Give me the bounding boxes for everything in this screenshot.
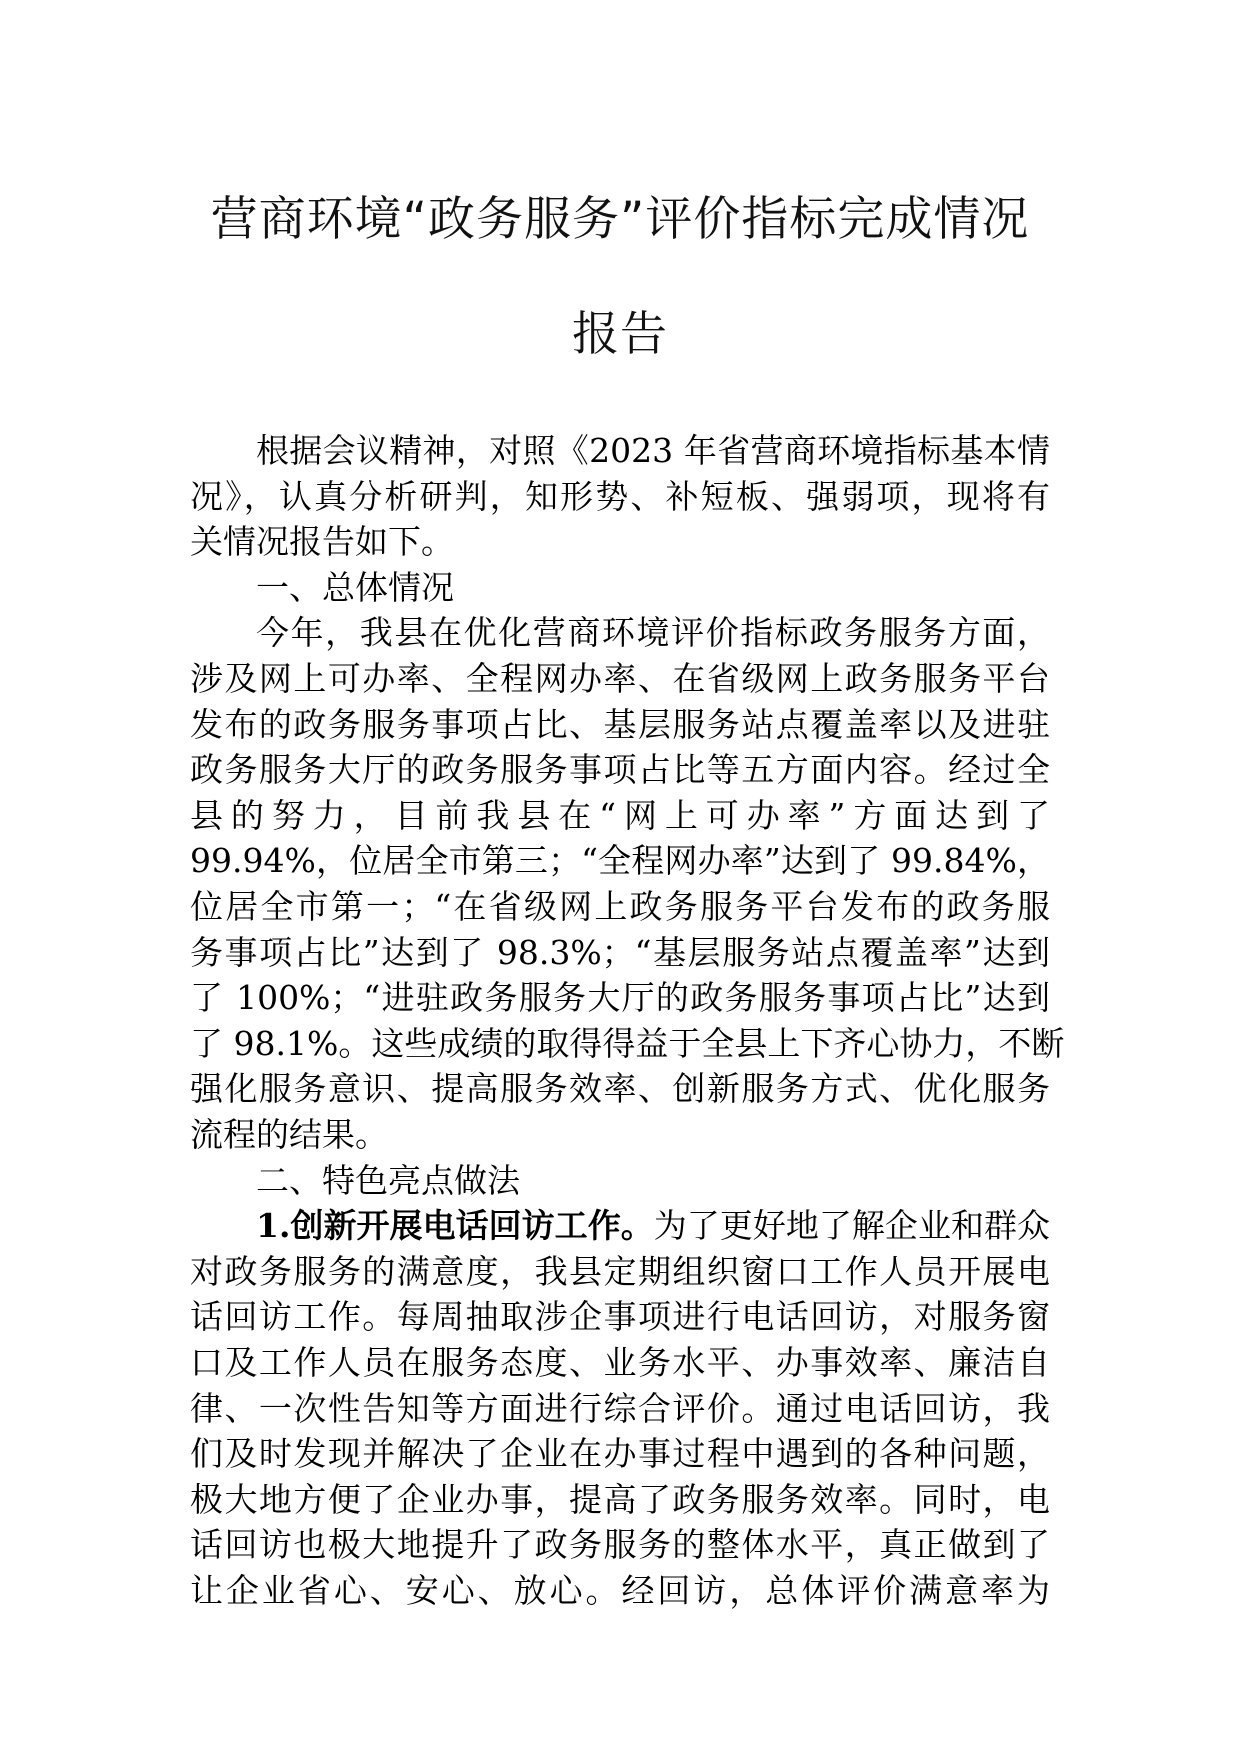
section2-line: 口及工作人员在服务态度、业务水平、办事效率、廉洁自: [190, 1343, 1050, 1382]
section1-line: 今年，我县在优化营商环境评价指标政务服务方面，: [256, 613, 1050, 653]
section1-line: 政务服务大厅的政务服务事项占比等五方面内容。经过全: [190, 750, 1050, 790]
section1-line: 县的努力，目前我县在“网上可办率”方面达到了: [190, 795, 1050, 835]
intro-line: 根据会议精神，对照《2023 年省营商环境指标基本情: [256, 431, 1050, 470]
subsection-title: 1.创新开展电话回访工作。: [256, 1206, 654, 1246]
section-heading-2: 二、特色亮点做法: [256, 1160, 520, 1200]
section2-lead-line: [256, 1203, 1050, 1249]
section1-line: 发布的政务服务事项占比、基层服务站点覆盖率以及进驻: [190, 704, 1050, 744]
intro-line: 况》，认真分析研判，知形势、补短板、强弱项，现将有: [190, 476, 1050, 516]
section1-line: 了 98.1%。这些成绩的取得得益于全县上下齐心协力，不断: [190, 1023, 1065, 1063]
section1-line: 99.94%，位居全市第三；“全程网办率”达到了 99.84%，: [190, 841, 1050, 881]
section2-line: 极大地方便了企业办事，提高了政务服务效率。同时，电: [190, 1479, 1050, 1519]
section2-line: 律、一次性告知等方面进行综合评价。通过电话回访，我: [190, 1388, 1050, 1428]
section1-line: 强化服务意识、提高服务效率、创新服务方式、优化服务: [190, 1069, 1050, 1109]
section1-line: 流程的结果。: [190, 1115, 388, 1154]
section2-line: 们及时发现并解决了企业在办事过程中遇到的各种问题，: [190, 1434, 1050, 1474]
section1-line: 涉及网上可办率、全程网办率、在省级网上政务服务平台: [190, 659, 1050, 698]
section2-line: 话回访工作。每周抽取涉企事项进行电话回访，对服务窗: [190, 1297, 1050, 1337]
section-heading-1: 一、总体情况: [256, 567, 454, 607]
document-title-line-2: 报告: [572, 307, 668, 362]
document-title-line-1: 营商环境“政务服务”评价指标完成情况: [210, 192, 1030, 247]
section1-line: 位居全市第一；“在省级网上政务服务平台发布的政务服: [190, 887, 1050, 926]
intro-line: 关情况报告如下。: [190, 522, 454, 562]
section2-line: 对政务服务的满意度，我县定期组织窗口工作人员开展电: [190, 1251, 1050, 1291]
section1-line: 务事项占比”达到了 98.3%；“基层服务站点覆盖率”达到: [190, 932, 1050, 972]
section1-line: 了 100%；“进驻政务服务大厅的政务服务事项占比”达到: [190, 978, 1050, 1018]
subsection-text: 为了更好地了解企业和群众: [653, 1206, 1051, 1246]
section2-line: 让企业省心、安心、放心。经回访，总体评价满意率为: [190, 1571, 1050, 1610]
section2-line: 话回访也极大地提升了政务服务的整体水平，真正做到了: [190, 1525, 1050, 1565]
